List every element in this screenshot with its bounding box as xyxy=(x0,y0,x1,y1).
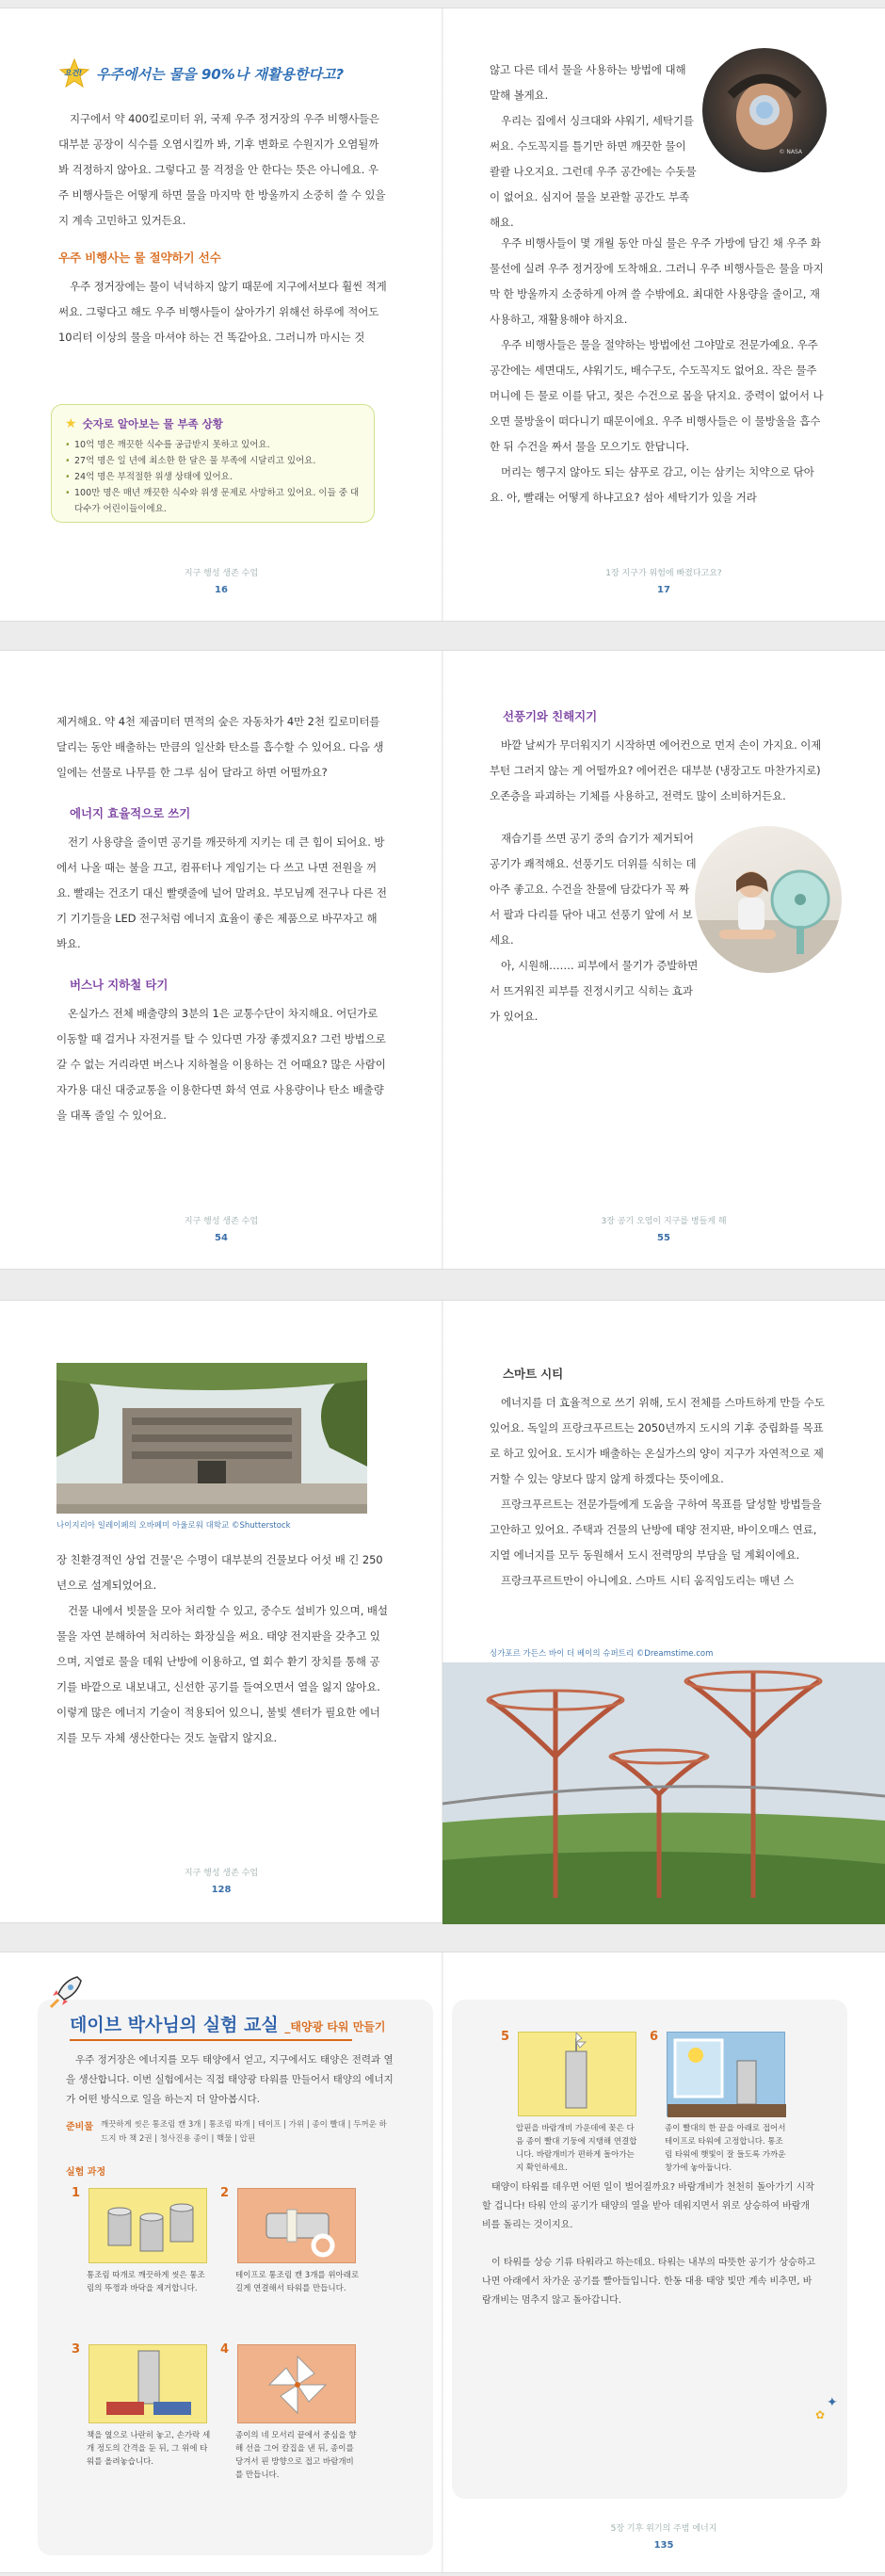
water-shortage-infobox xyxy=(51,404,375,523)
page-number: 16 xyxy=(215,585,228,595)
body-text xyxy=(490,57,699,235)
sparkle-icon: ✦ xyxy=(827,2395,838,2410)
step-caption: 종이 빨대의 한 끝을 아래로 접어서 테이프로 타워에 고정합니다. 통조림 타워에 햇빛이 잘 들도록 가까운 창가에 놓아둡니다. xyxy=(665,2124,786,2173)
list-item: • 10억 명은 깨끗한 식수를 공급받지 못하고 있어요. xyxy=(65,437,361,453)
step-number: 1 xyxy=(72,2186,81,2200)
pinwheel-on-straw-illustration xyxy=(518,2032,636,2116)
lab-intro: 우주 정거장은 에너지를 모두 태양에서 얻고, 지구에서도 태양은 전력과 열을 생산합니다. 이번 실험에서는 직접 태양광 타워를 만들어서 태양의 에너지가 어떤 방식으로 일을 하는지 더 알아봅시다. xyxy=(66,2054,394,2105)
astronaut-water-photo xyxy=(702,48,827,172)
paragraph: 프랑크푸르트만이 아니에요. 스마트 시티 움직임도리는 매년 스 xyxy=(501,1574,795,1587)
materials-list: 깨끗하게 씻은 통조림 캔 3개 | 통조림 따개 | 테이프 | 가위 | 종이 빨대 | 두꺼운 하드지 바 책 2권 | 청사진용 종이 | 핵물 | 압핀 xyxy=(100,2120,387,2144)
paragraph: 프랑크푸르트는 전문가들에게 도움을 구하여 목표를 달성할 방법들을 고안하고 있어요. 주택과 건물의 난방에 태양 전지판, 바이오매스 연료, 지열 에너지를 모두 동원해서 도시 전력망의 부담을 덜 계획이에요. xyxy=(490,1498,822,1562)
image-caption: 나이지리아 일레이페의 오바페미 아울로워 대학교 ©Shutterstock xyxy=(56,1521,291,1531)
footer-title: 지구 행성 생존 수업 xyxy=(184,1217,259,1226)
body-text xyxy=(58,106,388,350)
body-text-narrow xyxy=(490,826,699,1029)
step-caption: 책을 옆으로 나란히 놓고, 손가락 세 개 정도의 간격을 둔 뒤, 그 위에 타워를 올려놓습니다. xyxy=(87,2431,211,2467)
page-134 xyxy=(0,1952,442,2572)
star-icon: ★ xyxy=(65,416,77,431)
photo-credit: © NASA xyxy=(779,149,802,155)
body-text xyxy=(56,709,388,1128)
sparkle-icon: ✿ xyxy=(815,2408,826,2422)
lab-note: 태양이 타워를 데우면 어떤 일이 벌어질까요? 바람개비가 천천히 돌아가기 시작할 겁니다! 타워 안의 공기가 태양의 열을 받아 데워지면서 위로 상승하여 바람개비를 돌리는 것이지요. xyxy=(482,2182,815,2230)
page-number: 55 xyxy=(657,1233,670,1243)
page-number: 128 xyxy=(211,1885,232,1895)
lab-title-text: 데이브 박사님의 실험 교실 xyxy=(70,2015,279,2035)
body-text xyxy=(490,704,827,809)
lab-card xyxy=(452,2000,847,2499)
footer-title: 5장 기후 위기의 주범 에너지 xyxy=(610,2524,717,2534)
lab-note: 이 타워를 상승 기류 타워라고 하는데요. 타워는 내부의 따뜻한 공기가 상승하고 나면 아래에서 차가운 공기를 빨아들입니다. 한동 대용 태양 빛만 계속 비추면, 바람개비는 멈추지 않고 돌아갑니다. xyxy=(482,2258,816,2306)
section-subhead: 선풍기와 친해지기 xyxy=(503,709,598,723)
body-text-wide xyxy=(490,231,827,510)
footer-title: 1장 지구가 위험에 빠졌다고요? xyxy=(605,569,722,578)
taped-cans-illustration xyxy=(237,2188,356,2263)
spread-pages-16-17 xyxy=(0,8,885,622)
materials-block xyxy=(66,2118,394,2147)
page-16 xyxy=(0,8,442,621)
paragraph: 머리는 헹구지 않아도 되는 샴푸로 감고, 이는 삼키는 치약으로 닦아요. 아, 빨래는 어떻게 하냐고요? 섬아 세탁기가 있을 거라 xyxy=(490,465,814,504)
pinwheel-illustration xyxy=(237,2344,356,2423)
step-number: 6 xyxy=(650,2030,659,2044)
step-number: 5 xyxy=(501,2030,510,2044)
infobox-title xyxy=(65,416,361,431)
step-number: 3 xyxy=(72,2342,81,2357)
body-text xyxy=(56,1547,388,1751)
page-128 xyxy=(0,1301,442,1922)
step-caption: 통조림 따개로 깨끗하게 씻은 통조림의 뚜껑과 바닥을 제거합니다. xyxy=(87,2271,205,2293)
lab-subtitle: _태양광 타워 만들기 xyxy=(284,2020,386,2033)
badge-label: 요건! xyxy=(64,69,83,77)
paragraph: 건물 내에서 빗물을 모아 처리할 수 있고, 중수도 설비가 있으며, 배설물을 자연 분해하여 처리하는 화장실을 써요. 태양 전지판을 갖추고 있으며, 지열로 물을 데워 난방에 이용하고, 열 회수 환기 장치를 통해 공기를 바깥으로 내보내고, 신선한 공기를 들여오면서 열을 잃지 않아요. 이렇게 많은 에너지 기술이 적용되어 있으니, 불빛 센터가 필요한 에너지를 모두 자체 생산한다는 것도 놀랍지 않지요. xyxy=(56,1604,388,1744)
girl-with-fan-photo xyxy=(695,826,842,973)
paragraph: 장 친환경적인 상업 건물'은 수명이 대부분의 건물보다 어섯 배 긴 250년으로 설계되었어요. xyxy=(56,1553,383,1592)
university-building-photo xyxy=(56,1363,367,1514)
title-underline xyxy=(70,2039,352,2041)
section-subhead: 에너지 효율적으로 쓰기 xyxy=(70,806,191,820)
page-135 xyxy=(442,1952,885,2572)
spread-pages-54-55 xyxy=(0,650,885,1270)
section-subhead: 우주 비행사는 물 절약하기 선수 xyxy=(58,251,221,265)
spread-pages-134-135 xyxy=(0,1952,885,2573)
list-item: • 27억 명은 일 년에 최소한 한 달은 물 부족에 시달리고 있어요. xyxy=(65,453,361,469)
footer-title: 3장 공기 오염이 지구를 병들게 해 xyxy=(601,1217,727,1226)
infobox-list xyxy=(65,437,361,517)
process-label: 실험 과정 xyxy=(66,2167,106,2178)
paragraph: 온실가스 전체 배출량의 3분의 1은 교통수단이 차지해요. 어딘가로 이동할 때 걸거나 자전거를 탈 수 있다면 가장 좋겠지요? 그런 방법으로 갈 수 없는 거리라면 버스나 지하철을 이용하는 건 어때요? 많은 사람이 자가용 대신 대중교통을 이용한다면 화석 연료 사용량이나 탄소 배출량을 대폭 줄일 수 있어요. xyxy=(56,1007,386,1122)
materials-label: 준비물 xyxy=(66,2122,93,2132)
step-number: 4 xyxy=(220,2342,230,2357)
step-number: 2 xyxy=(220,2186,230,2200)
page-number: 54 xyxy=(215,1233,228,1243)
page-17 xyxy=(442,8,885,621)
paragraph: 전기 사용량을 줄이면 공기를 깨끗하게 지키는 데 큰 힘이 되어요. 방에서 나올 때는 불을 끄고, 컴퓨터나 게임기는 다 쓰고 나면 전원을 꺼요. 빨래는 건조기 대신 빨랫줄에 널어 말려요. 부모님께 전구나 다른 전기 기기들을 LED 전구처럼 에너지 효율이 좋은 제품으로 바꾸자고 해 봐요. xyxy=(56,835,387,950)
supertrees-photo xyxy=(442,1662,885,1924)
footer-title: 지구 행성 생존 수업 xyxy=(184,1869,259,1878)
list-item: • 100만 명은 매년 깨끗한 식수와 위생 문제로 사망하고 있어요. 이들 중 대다수가 어린이들이에요. xyxy=(65,485,361,517)
step-caption: 압핀을 바람개비 가운데에 꽂은 다음 종이 빨대 기둥에 지탱해 연결합니다. 바람개비가 편하게 돌아가는지 확인하세요. xyxy=(516,2124,637,2173)
page-129 xyxy=(442,1301,885,1922)
footer-title: 지구 행성 생존 수업 xyxy=(184,569,259,578)
paragraph: 바깥 날씨가 무더워지기 시작하면 에어컨으로 먼저 손이 가지요. 이제부턴 그러지 않는 게 어떨까요? 에어컨은 대부분 (냉장고도 마찬가지로) 오존층을 파괴하는 기체를 사용하고, 전력도 많이 소비하거든요. xyxy=(490,738,822,802)
section-subhead: 스마트 시티 xyxy=(503,1367,564,1381)
paragraph: 재습기를 쓰면 공기 중의 습기가 제거되어 공기가 쾌적해요. 선풍기도 더위를 식히는 데 아주 좋고요. 수건을 찬물에 담갔다가 꼭 짜서 팔과 다리를 닦아 내고 선풍기 앞에 서 보세요. xyxy=(490,832,697,947)
page-55 xyxy=(442,651,885,1269)
page-54 xyxy=(0,651,442,1269)
paragraph: 우주 비행사들이 몇 개월 동안 마실 물은 우주 가방에 담긴 채 우주 화물선에 실려 우주 정거장에 도착해요. 그러니 우주 비행사들은 물을 마지막 한 방울까지 소중하게 아껴 쓸 수밖에요. 최대한 사용량을 줄이고, 재사용하고, 재활용해야 하지요. xyxy=(490,236,824,326)
paragraph: 않고 다른 데서 물을 사용하는 방법에 대해 말해 볼게요. xyxy=(490,63,686,102)
spread-pages-128-129 xyxy=(0,1300,885,1923)
section-subhead: 버스나 지하철 타기 xyxy=(70,978,169,992)
paragraph: 우리는 집에서 싱크대와 샤워기, 세탁기를 써요. 수도꼭지를 틀기만 하면 깨끗한 물이 콸콸 나오지요. 그런데 우주 공간에는 수돗물이 없어요. 심지어 물을 보관할 공간도 부족해요. xyxy=(490,114,697,229)
paragraph: 제거해요. 약 4천 제곱미터 면적의 숲은 자동차가 4만 2천 킬로미터를 달리는 동안 배출하는 만큼의 일산화 탄소를 흡수할 수 있어요. 다음 생일에는 선물로 나무를 한 그루 심어 달라고 하면 어떨까요? xyxy=(56,715,384,779)
step-caption: 종이의 네 모서리 끝에서 중심을 향해 선을 그어 칼집을 낸 뒤, 종이를 당겨서 핀 방향으로 접고 바람개비를 만듭니다. xyxy=(235,2431,357,2480)
tower-on-books-illustration xyxy=(88,2344,207,2423)
page-title: 우주에서는 물을 90%나 재활용한다고? xyxy=(96,65,345,83)
infobox-title-text: 숫자로 알아보는 물 부족 상황 xyxy=(82,417,223,430)
chapter-title-bar xyxy=(58,57,344,89)
image-caption: 싱가포르 가든스 바이 더 베이의 슈퍼트리 ©Dreamstime.com xyxy=(490,1649,714,1659)
paragraph: 아, 시원해……. 피부에서 물기가 증발하면서 뜨거워진 피부를 진정시키고 식히는 효과가 있어요. xyxy=(490,959,699,1023)
paragraph: 에너지를 더 효율적으로 쓰기 위해, 도시 전체를 스마트하게 만들 수도 있어요. 독일의 프랑크푸르트는 2050년까지 도시의 기후 중립화를 목표로 하고 있어요. 도시가 배출하는 온실가스의 양이 지구가 자연적으로 제거할 수 있는 양보다 많지 않게 하겠다는 뜻이에요. xyxy=(490,1396,825,1485)
page-number: 17 xyxy=(657,585,670,595)
page-number: 135 xyxy=(653,2540,674,2551)
tower-by-window-illustration xyxy=(667,2032,785,2116)
paragraph: 지구에서 약 400킬로미터 위, 국제 우주 정거장의 우주 비행사들은 대부분 공장이 식수를 오염시킬까 봐, 기후 변화로 수원지가 오염될까 봐 걱정하지 않아요. 그렇다고 물 걱정을 안 한다는 뜻은 아니에요. 우주 비행사들은 어떻게 하면 물을 마지막 한 방울까지 소중히 쓸 수 있을지 계속 고민하고 있거든요. xyxy=(58,112,386,227)
lab-title xyxy=(70,2011,385,2036)
body-text xyxy=(490,1361,829,1594)
cans-illustration xyxy=(88,2188,207,2263)
step-caption: 테이프로 통조림 캔 3개를 위아래로 길게 연결해서 타워를 만듭니다. xyxy=(235,2271,360,2293)
paragraph: 우주 비행사들은 물을 절약하는 방법에선 그야말로 전문가예요. 우주 공간에는 세면대도, 샤워기도, 배수구도, 수도꼭지도 없어요. 작은 물주머니에 든 물로 이를 닦고, 젖은 수건으로 몸을 닦지요. 중력이 없어서 나오면 물방울이 떠다니기 때문이에요. 우주 비행사들은 이 물방울을 흡수한 뒤 수건을 짜서 물을 모으기도 한답니다. xyxy=(490,338,824,453)
star-badge-icon xyxy=(58,57,90,89)
paragraph: 우주 정거장에는 물이 넉넉하지 않기 때문에 지구에서보다 훨씬 적게 써요. 그렇다고 해도 우주 비행사들이 살아가기 위해선 하루에 적어도 10리터 이상의 물을 마셔야 하는 건 똑같아요. 그러니까 마시는 것 xyxy=(58,280,387,344)
list-item: • 24억 명은 부적절한 위생 상태에 있어요. xyxy=(65,469,361,485)
